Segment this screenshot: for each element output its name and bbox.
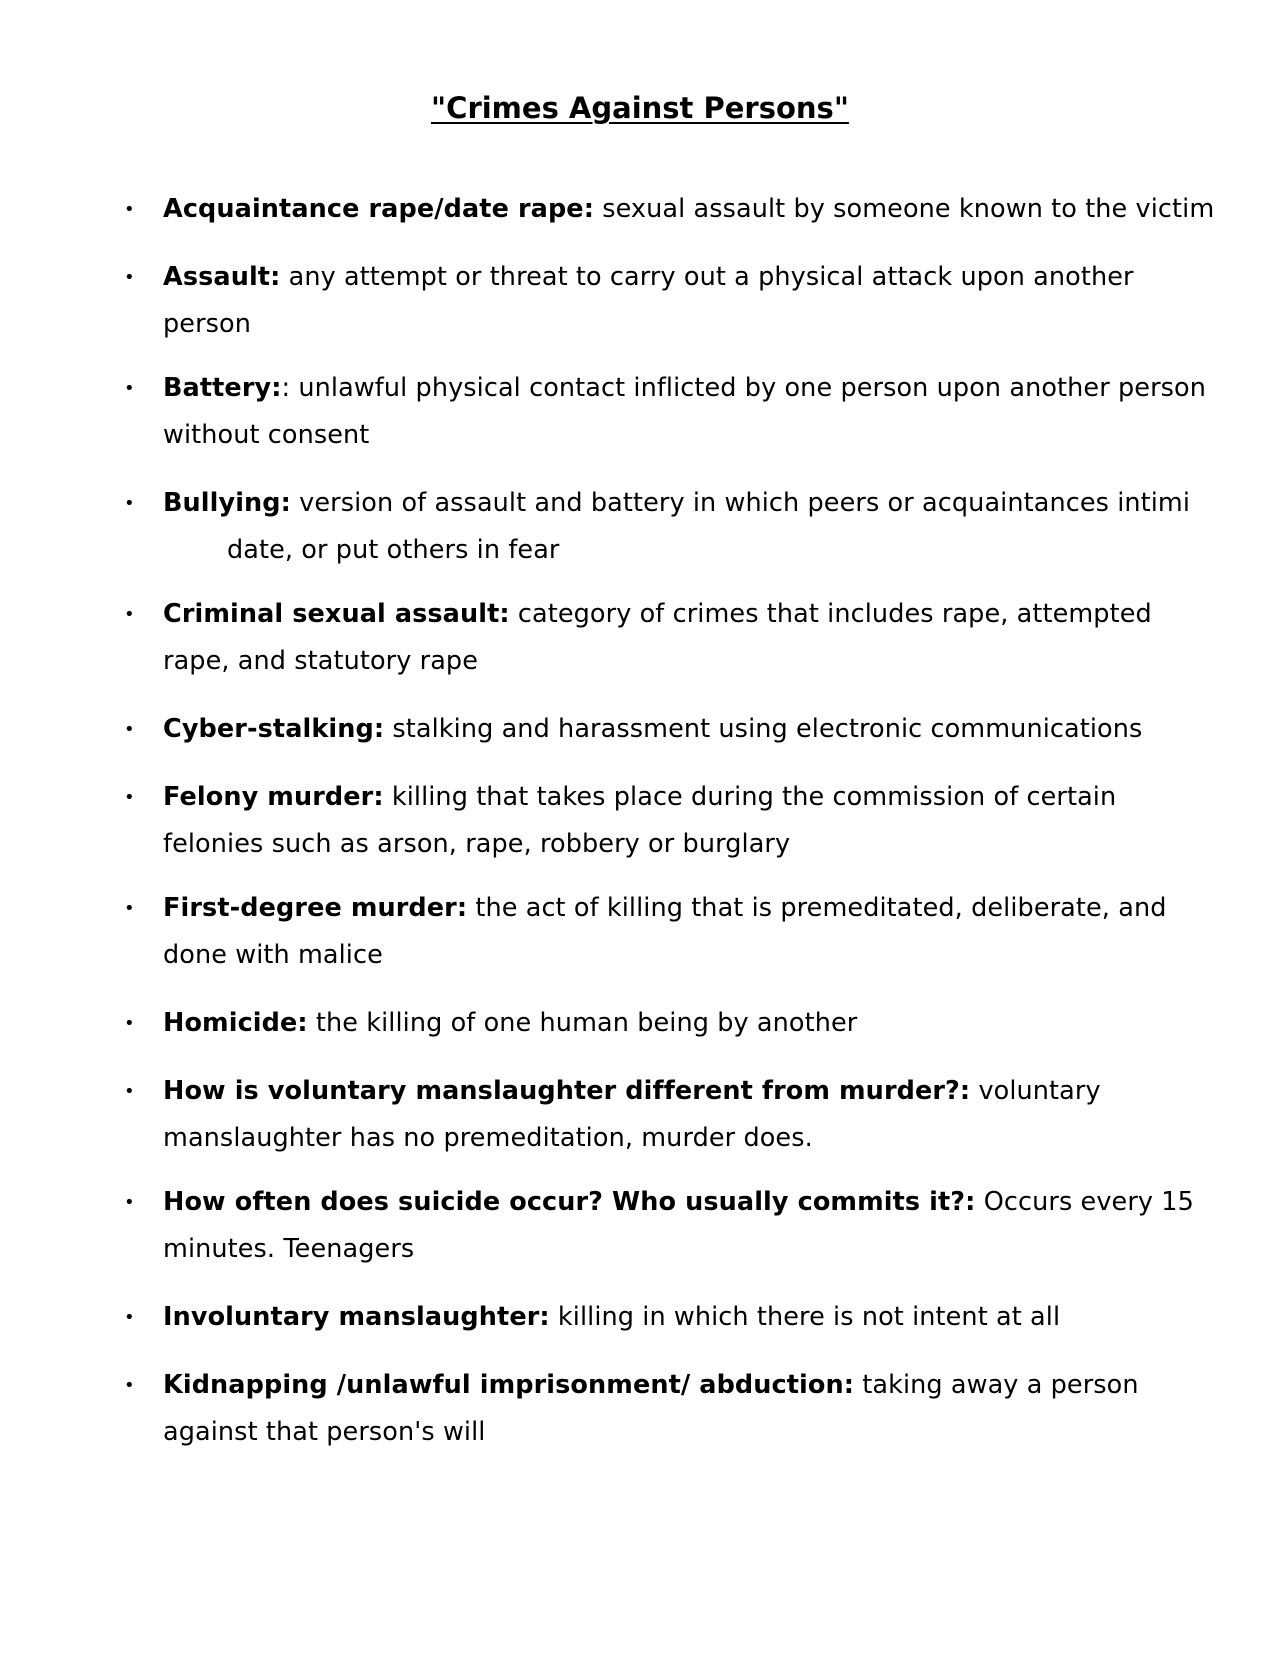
term-label: Bullying: — [163, 488, 291, 518]
term-label: Cyber-stalking: — [163, 714, 385, 744]
term-label: Homicide: — [163, 1008, 308, 1038]
bullet-icon: • — [124, 1013, 135, 1034]
term-definition: the act of killing that is premeditated, deliberate, and done with malice — [163, 893, 1167, 970]
term-label: Involuntary manslaughter: — [163, 1302, 550, 1332]
list-item — [0, 885, 1280, 979]
list-item — [0, 365, 1280, 459]
term-label: Acquaintance rape/date rape: — [163, 194, 594, 224]
bullet-icon: • — [124, 719, 135, 740]
bullet-icon: • — [124, 1307, 135, 1328]
term-definition: stalking and harassment using electronic communications — [384, 714, 1143, 744]
term-definition: : unlawful physical contact inflicted by one person upon another person without consent — [163, 373, 1207, 450]
bullet-icon: • — [124, 898, 135, 919]
term-label: Felony murder: — [163, 782, 384, 812]
page-title — [0, 88, 1280, 128]
term-definition: killing that takes place during the commission of certain felonies such as arson, rape, robbery or burglary — [163, 782, 1117, 859]
list-item — [0, 774, 1280, 868]
term-definition: killing in which there is not intent at all — [549, 1302, 1061, 1332]
term-label: Kidnapping /unlawful imprisonment/ abduction: — [163, 1370, 855, 1400]
term-definition: version of assault and battery in which peers or acquaintances intimi — [290, 488, 1191, 518]
bullet-icon: • — [124, 378, 135, 399]
term-definition: voluntary manslaughter has no premeditation, murder does. — [163, 1076, 1101, 1153]
page-title-text: "Crimes Against Persons" — [431, 91, 849, 125]
term-label: First-degree murder: — [163, 893, 468, 923]
bullet-icon: • — [124, 787, 135, 808]
list-item — [0, 480, 1280, 574]
list-item — [0, 591, 1280, 685]
list-item — [0, 1000, 1280, 1047]
term-definition: category of crimes that includes rape, attempted rape, and statutory rape — [163, 599, 1152, 676]
bullet-icon: • — [124, 604, 135, 625]
list-item — [0, 1068, 1280, 1162]
bullet-icon: • — [124, 267, 135, 288]
term-definition-continued: date, or put others in fear — [227, 535, 560, 565]
bullet-icon: • — [124, 1375, 135, 1396]
term-definition: taking away a person against that person's will — [163, 1370, 1139, 1447]
bullet-icon: • — [124, 199, 135, 220]
list-item — [0, 1294, 1280, 1341]
list-item — [0, 1362, 1280, 1456]
term-label: Criminal sexual assault: — [163, 599, 510, 629]
term-label: How is voluntary manslaughter different from murder?: — [163, 1076, 971, 1106]
list-item — [0, 706, 1280, 753]
term-list — [0, 186, 1280, 1477]
bullet-icon: • — [124, 493, 135, 514]
term-definition: any attempt or threat to carry out a physical attack upon another person — [163, 262, 1134, 339]
bullet-icon: • — [124, 1081, 135, 1102]
term-label: Assault: — [163, 262, 281, 292]
list-item — [0, 254, 1280, 348]
bullet-icon: • — [124, 1192, 135, 1213]
term-definition: Occurs every 15 minutes. Teenagers — [163, 1187, 1194, 1264]
term-definition: the killing of one human being by another — [307, 1008, 858, 1038]
list-item — [0, 186, 1280, 233]
term-definition: sexual assault by someone known to the victim — [594, 194, 1215, 224]
list-item — [0, 1179, 1280, 1273]
term-label: Battery: — [163, 373, 282, 403]
term-label: How often does suicide occur? Who usually commits it?: — [163, 1187, 976, 1217]
